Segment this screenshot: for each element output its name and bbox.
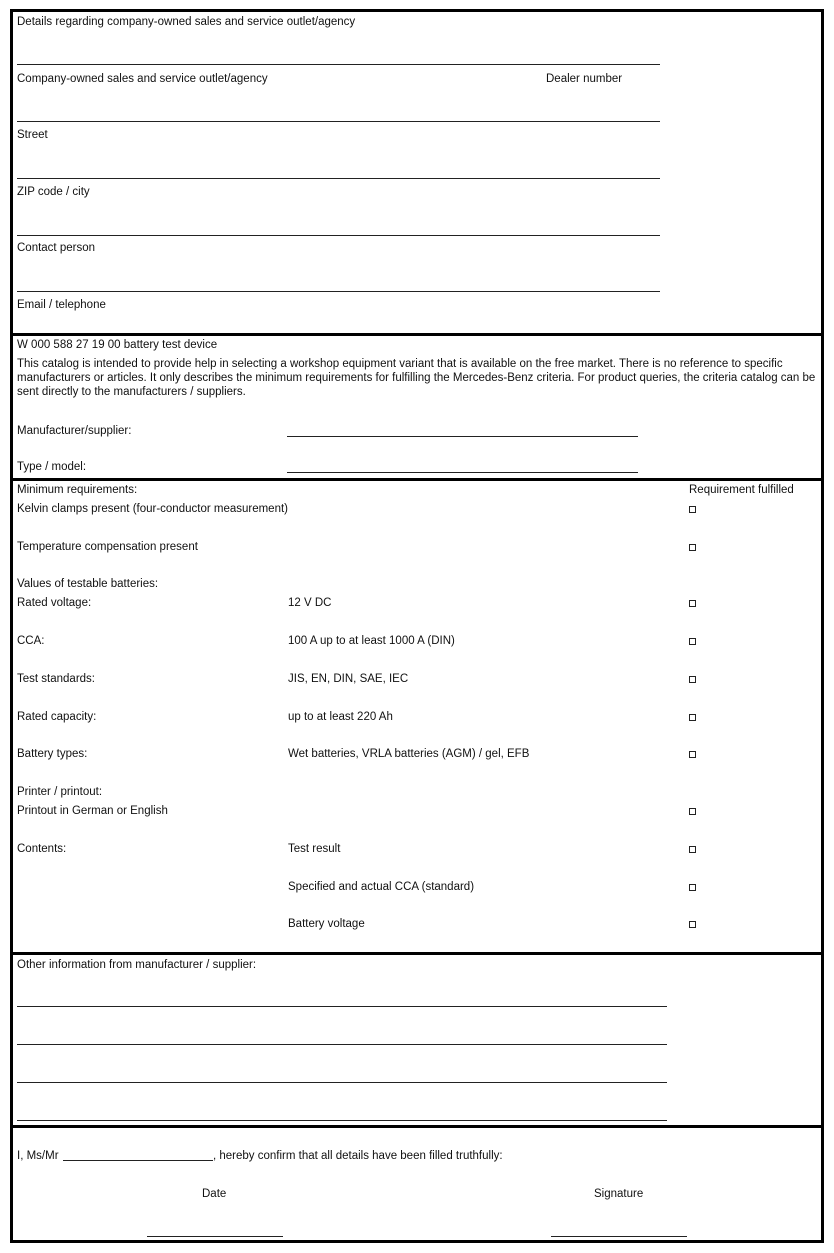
- dealer-heading: Details regarding company-owned sales and service outlet/agency: [17, 16, 356, 28]
- printout-language-label: Printout in German or English: [17, 805, 168, 817]
- cca-label: CCA:: [17, 635, 45, 647]
- rated-capacity-checkbox[interactable]: [689, 714, 696, 721]
- outlet-label: Company-owned sales and service outlet/agency: [17, 73, 268, 85]
- rated-voltage-label: Rated voltage:: [17, 597, 92, 609]
- temperature-label: Temperature compensation present: [17, 541, 198, 553]
- section-divider: [10, 1125, 824, 1128]
- contents-cca: Specified and actual CCA (standard): [288, 881, 475, 893]
- other-info-line[interactable]: [17, 1044, 667, 1045]
- cca-standard-checkbox[interactable]: [689, 884, 696, 891]
- contact-input-line[interactable]: [17, 235, 660, 236]
- values-heading: Values of testable batteries:: [17, 578, 159, 590]
- contact-label: Contact person: [17, 242, 95, 254]
- battery-types-checkbox[interactable]: [689, 751, 696, 758]
- test-standards-checkbox[interactable]: [689, 676, 696, 683]
- other-info-heading: Other information from manufacturer / supplier:: [17, 959, 257, 971]
- name-input-line[interactable]: [63, 1160, 213, 1161]
- contents-label: Contents:: [17, 843, 67, 855]
- battery-types-label: Battery types:: [17, 748, 88, 760]
- test-standards-label: Test standards:: [17, 673, 95, 685]
- date-label: Date: [202, 1188, 227, 1200]
- other-info-line[interactable]: [17, 1082, 667, 1083]
- signature-label: Signature: [594, 1188, 644, 1200]
- temperature-checkbox[interactable]: [689, 544, 696, 551]
- other-info-line[interactable]: [17, 1120, 667, 1121]
- date-input-line[interactable]: [147, 1236, 283, 1237]
- zip-city-label: ZIP code / city: [17, 186, 90, 198]
- outlet-input-line[interactable]: [17, 64, 660, 65]
- contents-battery-voltage: Battery voltage: [288, 918, 365, 930]
- requirements-heading: Minimum requirements:: [17, 484, 138, 496]
- requirement-fulfilled-heading: Requirement fulfilled: [689, 484, 794, 496]
- confirmation-prefix: I, Ms/Mr: [17, 1150, 59, 1162]
- battery-voltage-checkbox[interactable]: [689, 921, 696, 928]
- section-divider: [10, 952, 824, 955]
- cca-value: 100 A up to at least 1000 A (DIN): [288, 635, 455, 647]
- rated-voltage-checkbox[interactable]: [689, 600, 696, 607]
- confirmation-suffix: , hereby confirm that all details have been filled truthfully:: [213, 1150, 503, 1162]
- test-standards-value: JIS, EN, DIN, SAE, IEC: [288, 673, 409, 685]
- type-model-input-line[interactable]: [287, 472, 638, 473]
- form-frame: [10, 9, 824, 1243]
- signature-input-line[interactable]: [551, 1236, 687, 1237]
- section-divider: [10, 333, 824, 336]
- other-info-line[interactable]: [17, 1006, 667, 1007]
- type-model-label: Type / model:: [17, 461, 87, 473]
- rated-voltage-value: 12 V DC: [288, 597, 332, 609]
- section-divider: [10, 478, 824, 481]
- street-input-line[interactable]: [17, 121, 660, 122]
- printer-heading: Printer / printout:: [17, 786, 103, 798]
- email-phone-input-line[interactable]: [17, 291, 660, 292]
- device-title: W 000 588 27 19 00 battery test device: [17, 339, 218, 351]
- rated-capacity-label: Rated capacity:: [17, 711, 97, 723]
- contents-test-result: Test result: [288, 843, 341, 855]
- street-label: Street: [17, 129, 48, 141]
- manufacturer-input-line[interactable]: [287, 436, 638, 437]
- test-result-checkbox[interactable]: [689, 846, 696, 853]
- kelvin-clamps-checkbox[interactable]: [689, 506, 696, 513]
- dealer-number-label: Dealer number: [546, 73, 623, 85]
- printout-language-checkbox[interactable]: [689, 808, 696, 815]
- email-phone-label: Email / telephone: [17, 299, 106, 311]
- zip-city-input-line[interactable]: [17, 178, 660, 179]
- kelvin-clamps-label: Kelvin clamps present (four-conductor measurement): [17, 503, 289, 515]
- rated-capacity-value: up to at least 220 Ah: [288, 711, 393, 723]
- battery-types-value: Wet batteries, VRLA batteries (AGM) / gel, EFB: [288, 748, 530, 760]
- manufacturer-label: Manufacturer/supplier:: [17, 425, 132, 437]
- device-description: This catalog is intended to provide help in selecting a workshop equipment variant that is available on the free market. There is no reference to specific manufacturers or articles. It only describes the minimum requirements for fulfilling the Mercedes-Benz criteria. For product queries, the criteria catalog can be sent directly to the manufacturers / suppliers.: [17, 358, 816, 398]
- cca-checkbox[interactable]: [689, 638, 696, 645]
